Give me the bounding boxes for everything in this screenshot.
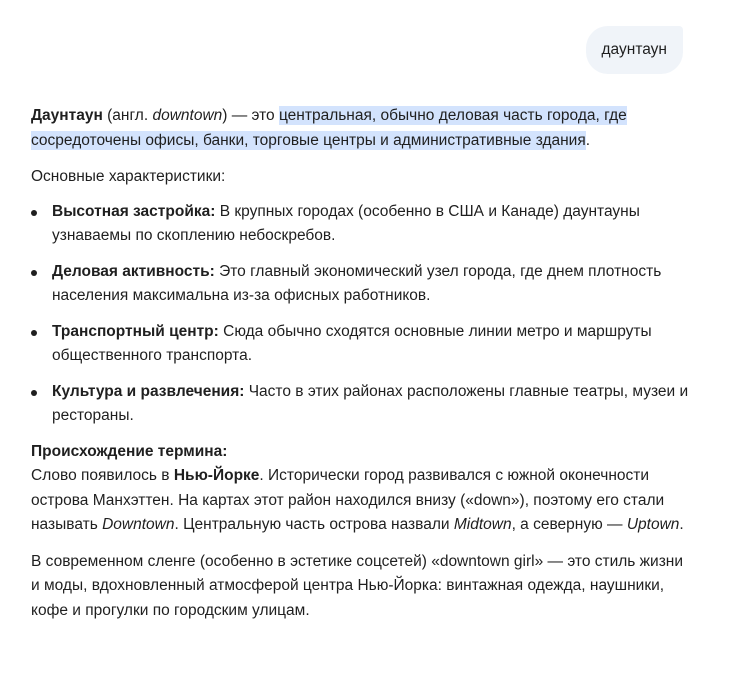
origin-text-3: . Центральную часть острова назвали — [174, 516, 454, 533]
bullet-icon — [31, 390, 37, 396]
origin-downtown: Downtown — [102, 516, 175, 533]
slang-paragraph: В современном сленге (особенно в эстетике соцсетей) «downtown girl» — это стиль жизни и моды, вдохновленный атмосферой центра Нью-Йорка: винтажная одежда, наушники, кофе и прогулки по городским улицам. — [31, 552, 684, 619]
origin-city: Нью-Йорке — [173, 467, 260, 484]
origin-text-4: , а северную — — [511, 516, 627, 533]
highlighted-definition[interactable]: центральная, обычно деловая часть города, где сосредоточены офисы, банки, торговые центры и административные здания — [31, 107, 627, 149]
list-item — [31, 320, 691, 369]
assistant-response — [31, 104, 691, 623]
bullet-icon — [31, 210, 37, 216]
term-bold: Даунтаун — [31, 107, 103, 124]
features-heading: Основные характеристики: — [31, 168, 226, 185]
feature-text: Сюда обычно сходятся основные линии метро и маршруты общественного транспорта. — [52, 322, 652, 364]
feature-text: Часто в этих районах расположены главные театры, музеи и рестораны. — [52, 382, 689, 424]
intro-english-term: downtown — [152, 107, 223, 124]
feature-text: В крупных городах (особенно в США и Канаде) даунтауны узнаваемы по скоплению небоскребов. — [52, 202, 640, 244]
intro-paren-open: (англ. — [102, 107, 153, 124]
intro-paren-close: ) — это — [222, 107, 279, 124]
intro-paragraph — [31, 104, 691, 153]
list-item — [31, 380, 691, 429]
origin-midtown: Midtown — [453, 516, 512, 533]
user-message-bubble — [586, 26, 683, 74]
bullet-icon — [31, 270, 37, 276]
origin-text-5: . — [679, 516, 684, 533]
feature-title: Деловая активность: — [52, 262, 215, 280]
origin-text-1: Слово появилось в — [31, 467, 174, 484]
origin-paragraph — [31, 464, 691, 538]
list-item — [31, 260, 691, 309]
origin-text-2: . Исторически город развивался с южной оконечности острова Манхэттен. На картах этот район находился внизу («down»), поэтому его стали называть — [31, 467, 665, 533]
features-list — [31, 200, 691, 429]
intro-end: . — [585, 131, 591, 149]
origin-section — [31, 440, 691, 538]
origin-uptown: Uptown — [626, 516, 680, 533]
list-item — [31, 200, 691, 249]
bullet-icon — [31, 330, 37, 336]
origin-title: Происхождение термина: — [31, 442, 228, 460]
feature-title: Культура и развлечения: — [52, 382, 245, 400]
feature-title: Высотная застройка: — [52, 202, 216, 220]
user-message-text: даунтаун — [601, 41, 667, 58]
feature-title: Транспортный центр: — [52, 322, 219, 340]
feature-text: Это главный экономический узел города, где днем плотность населения максимальна из-за офисных работников. — [52, 262, 662, 304]
